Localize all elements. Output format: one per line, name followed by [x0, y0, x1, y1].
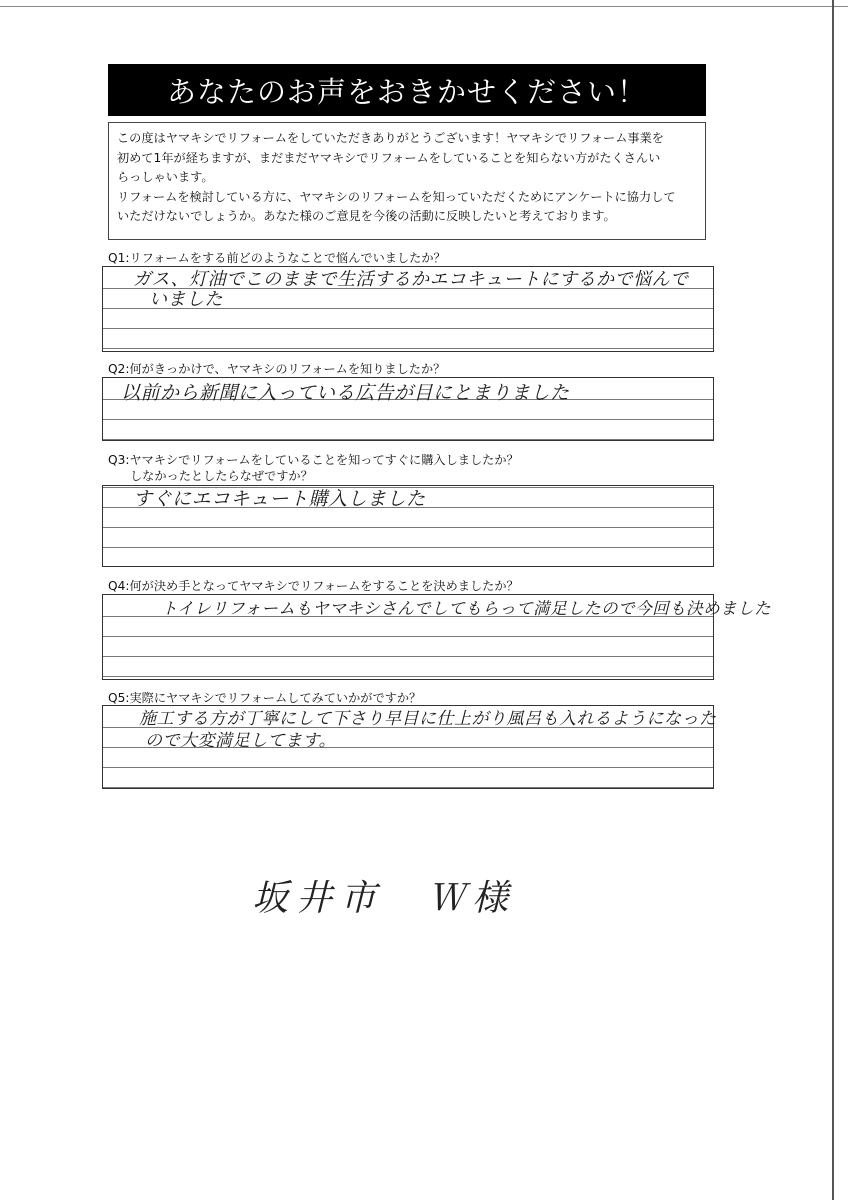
answer-box-2: [102, 377, 714, 441]
answer-box-4: [102, 594, 772, 680]
question-3-label: [108, 452, 519, 484]
handwritten-answer-3-line-1: すぐにエコキュート購入しました: [133, 488, 426, 510]
question-2-label: Q2:何がきっかけで、ヤマキシのリフォームを知りましたか？: [108, 362, 446, 376]
handwritten-answer-1-line-1: ガス、灯油でこのままで生活するかエコキュートにするかで悩んで: [133, 269, 689, 290]
question-1-label: Q1:リフォームをする前どのようなことで悩んでいましたか？: [108, 251, 446, 265]
scan-edge-top: [0, 0, 848, 7]
intro-line: この度はヤマキシでリフォームをしていただきありがとうございます！ヤマキシでリフォーム事業を: [117, 131, 664, 145]
scan-edge-right: [832, 0, 848, 1200]
handwritten-answer-5-line-2: ので大変満足してます。: [145, 731, 337, 751]
survey-title: あなたのお声をおきかせください！: [108, 64, 706, 116]
handwritten-answer-2-line-1: 以前から新聞に入っている広告が目にとまりました: [121, 382, 570, 404]
intro-line: らっしゃいます。: [117, 170, 214, 185]
answer-box-3: [102, 485, 714, 567]
question-4-label: Q4:何が決め手となってヤマキシでリフォームをすることを決めましたか？: [108, 579, 519, 593]
intro-line: いただけないでしょうか。あなた様のご意見を今後の活動に反映したいと考えております。: [117, 209, 616, 224]
handwritten-answer-4-line-1: トイレリフォームもヤマキシさんでしてもらって満足したので今回も決めました: [161, 599, 772, 618]
handwritten-answer-5-line-1: 施工する方が丁寧にして下さり早目に仕上がり風呂も入れるようになった: [139, 709, 717, 729]
question-3-subtext: しなかったとしたらなぜですか？: [130, 469, 313, 483]
question-3-text: Q3:ヤマキシでリフォームをしていることを知ってすぐに購入しましたか？: [108, 453, 519, 467]
question-5-label: Q5:実際にヤマキシでリフォームしてみていかがですか？: [108, 691, 422, 705]
answer-box-1: [102, 266, 714, 352]
respondent-signature: 坂井市 Ｗ様: [252, 878, 517, 919]
answer-box-5: [102, 705, 717, 789]
handwritten-answer-1-line-2: いました: [149, 289, 223, 310]
intro-line: リフォームを検討している方に、ヤマキシのリフォームを知っていただくためにアンケートに協力して: [117, 189, 676, 204]
intro-line: 初めて1年が経ちますが、まだまだヤマキシでリフォームをしていることを知らない方がたくさんい: [117, 150, 661, 165]
intro-box: [108, 122, 706, 240]
